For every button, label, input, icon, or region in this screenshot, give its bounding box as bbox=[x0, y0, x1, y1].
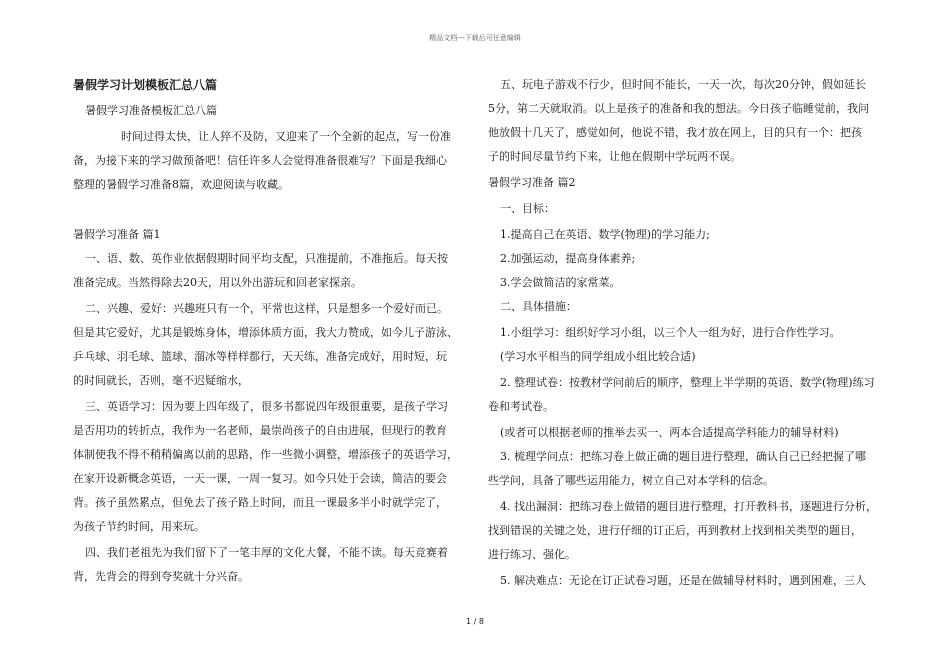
text-line: 进行练习、强化。 bbox=[488, 548, 576, 561]
text-line: 1.提高自己在英语、数学(物理)的学习能力; bbox=[500, 228, 710, 241]
document-title: 暑假学习计划模板汇总八篇 bbox=[73, 78, 218, 92]
text-line: 备，为接下来的学习做预备吧！信任许多人会觉得准备很难写？下面是我细心 bbox=[73, 154, 447, 167]
text-line: 是否用功的转折点，我作为一名老师，最崇尚孩子的自由进展，但现行的教育 bbox=[73, 424, 447, 437]
text-line: 四、我们老祖先为我们留下了一笔丰厚的文化大餐，不能不读。每天竞赛着 bbox=[85, 546, 448, 559]
text-line: 卷和考试卷。 bbox=[488, 400, 554, 413]
text-line: 准备完成。当然得除去20天，用以外出游玩和回老家探亲。 bbox=[73, 276, 362, 289]
text-line: 暑假学习准备模板汇总八篇 bbox=[85, 104, 217, 117]
text-line: 找到错误的关键之处，进行仔细的订正后，再到教材上找到相关类型的题目， bbox=[488, 524, 862, 537]
text-line: 2. 整理试卷：按教材学问前后的顺序，整理上半学期的英语、数学(物理)练习 bbox=[500, 376, 875, 389]
text-line: 暑假学习准备 篇2 bbox=[488, 176, 576, 189]
text-line: (学习水平相当的同学组成小组比较合适) bbox=[500, 350, 696, 363]
text-line: 的时间就长，否则，毫不迟疑缩水， bbox=[73, 374, 249, 387]
text-line: 背，先背会的得到夸奖就十分兴奋。 bbox=[73, 570, 249, 583]
text-line: 4. 找出漏洞：把练习卷上做错的题目进行整理，打开教科书，逐题进行分析， bbox=[500, 500, 877, 513]
text-line: 2.加强运动，提高身体素养; bbox=[500, 252, 636, 265]
text-line: 时间过得太快，让人猝不及防，又迎来了一个全新的起点，写一份准 bbox=[121, 130, 451, 143]
text-line: 一、语、数、英作业依据假期时间平均支配，只准提前，不准拖后。每天按 bbox=[85, 252, 448, 265]
text-line: 子的时间尽量节约下来，让他在假期中学玩两不误。 bbox=[488, 150, 741, 163]
text-line: 体制使我不得不稍稍偏离以前的思路，作一些微小调整，增添孩子的英语学习， bbox=[73, 448, 458, 461]
text-line: 整理的暑假学习准备8篇，欢迎阅读与收藏。 bbox=[73, 178, 289, 191]
header-note: 精品文档---下载后可任意编辑 bbox=[429, 34, 521, 42]
text-line: 为孩子节约时间，用来玩。 bbox=[73, 520, 205, 533]
text-line: 二、具体措施： bbox=[500, 300, 577, 313]
text-line: 但是其它爱好，尤其是锻炼身体，增添体质方面，我大力赞成，如今儿子游泳、 bbox=[73, 326, 458, 339]
text-line: 一、目标： bbox=[500, 202, 555, 215]
text-line: 五、玩电子游戏不行少，但时间不能长，一天一次，每次20分钟，假如延长 bbox=[500, 78, 866, 91]
text-line: 他放假十几天了，感觉如何，他说不错，我才放在网上，目的只有一个：把孩 bbox=[488, 126, 862, 139]
text-line: 5分，第二天就取消。以上是孩子的准备和我的想法。今日孩子临睡觉前，我问 bbox=[488, 102, 869, 115]
text-line: 暑假学习准备 篇1 bbox=[73, 228, 161, 241]
text-line: 在家开设新概念英语，一天一课，一周一复习。如今只处于会读，简洁的要会 bbox=[73, 472, 447, 485]
text-line: 5. 解决难点：无论在订正试卷习题，还是在做辅导材料时，遇到困难，三人 bbox=[500, 574, 866, 587]
page-number: 1 / 8 bbox=[466, 617, 484, 626]
text-line: 3.学会做简洁的家常菜。 bbox=[500, 276, 621, 289]
text-line: 二、兴趣、爱好：兴趣班只有一个，平常也这样，只是想多一个爱好而已。 bbox=[85, 302, 448, 315]
text-line: 乒乓球、羽毛球、篮球、溜冰等样样都行，天天练，准备完成好，用时短，玩 bbox=[73, 350, 447, 363]
text-line: (或者可以根据老师的推举去买一、两本合适提高学科能力的辅导材料) bbox=[500, 426, 839, 439]
text-line: 1.小组学习：组织好学习小组，以三个人一组为好，进行合作性学习。 bbox=[500, 326, 841, 339]
text-line: 三、英语学习：因为要上四年级了，很多书都说四年级很重要，是孩子学习 bbox=[85, 400, 448, 413]
text-line: 3. 梳理学问点：把练习卷上做正确的题目进行整理，确认自己已经把握了哪 bbox=[500, 450, 866, 463]
text-line: 背。孩子虽然累点，但免去了孩子路上时间，而且一课最多半小时就学完了， bbox=[73, 496, 447, 509]
text-line: 些学问，具备了哪些运用能力，树立自己对本学科的信念。 bbox=[488, 474, 774, 487]
